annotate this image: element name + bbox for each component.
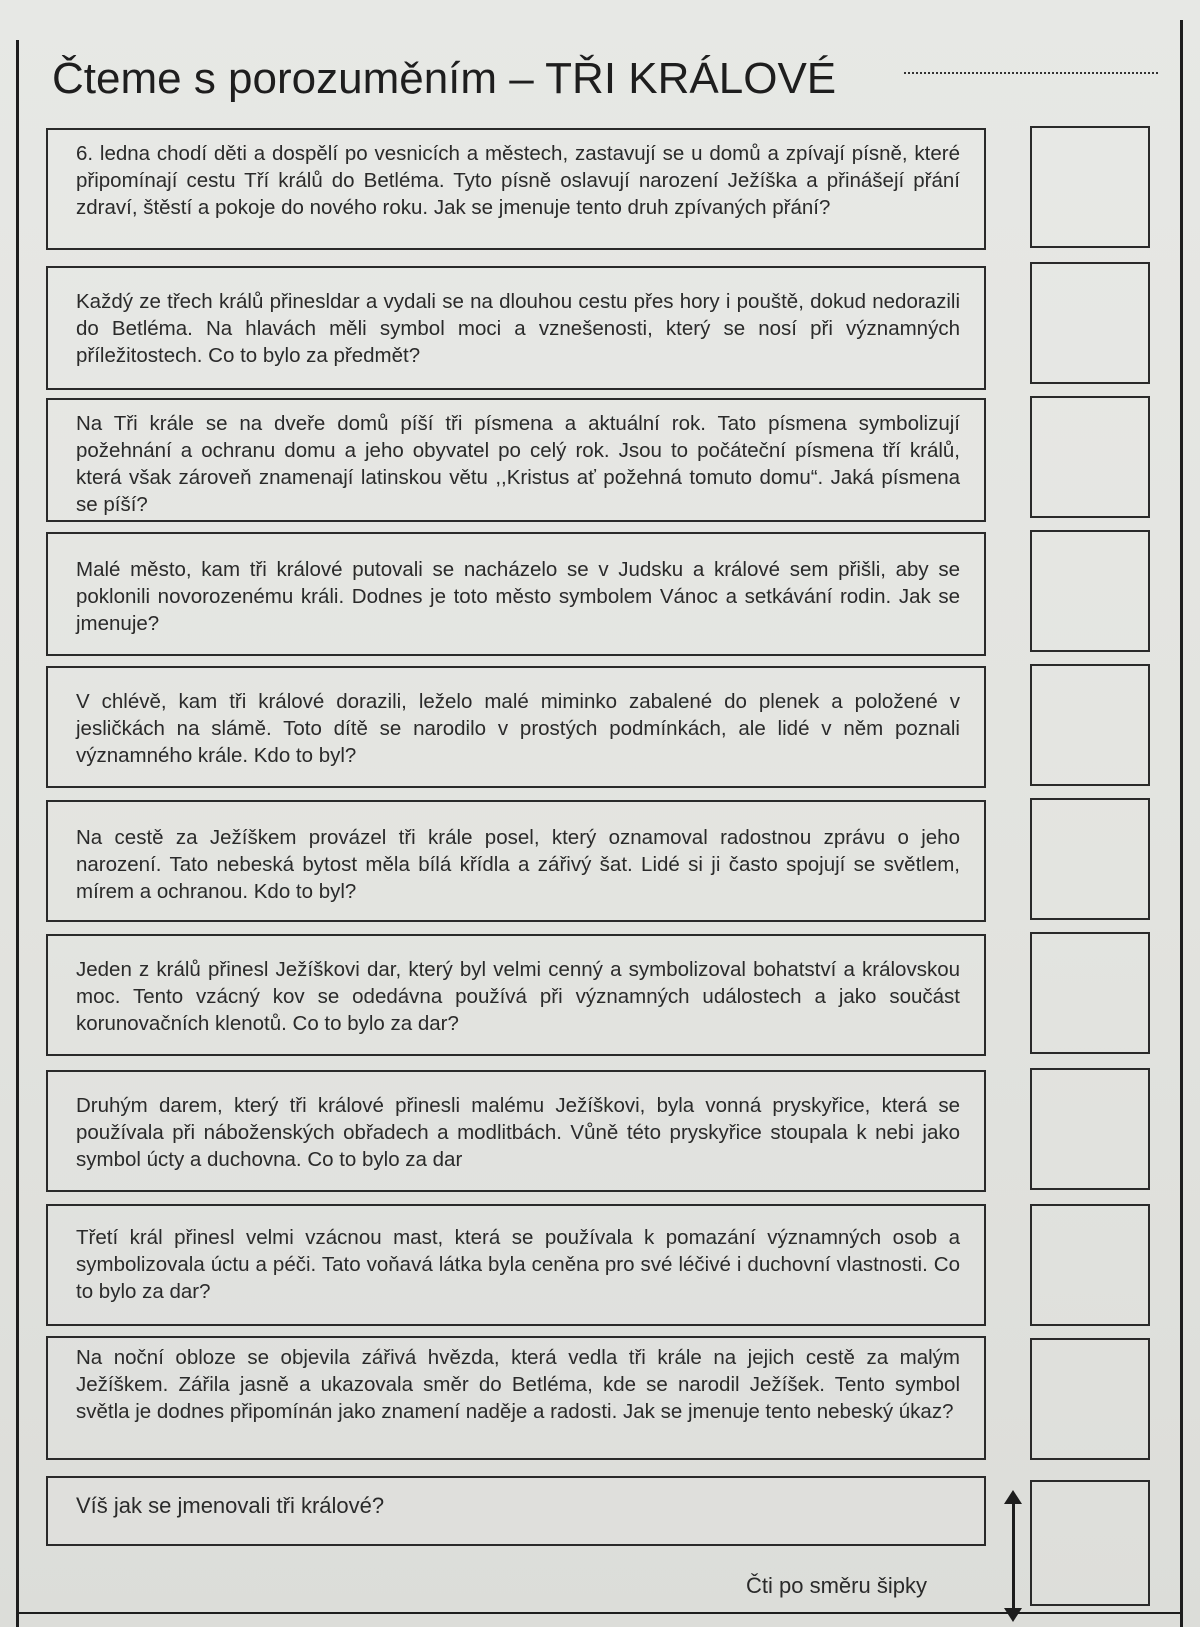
question-box-7: Jeden z králů přinesl Ježíškovi dar, který byl velmi cenný a symbolizoval bohatství a královskou moc. Tento vzácný kov se odedávna používá při významných událostech a jako součást korunovačních klenotů. Co to bylo za dar? [46,934,986,1056]
answer-box-11[interactable] [1030,1480,1150,1606]
question-box-5: V chlévě, kam tři králové dorazili, leželo malé miminko zabalené do plenek a položené v jesličkách na slámě. Toto dítě se narodilo v prostých podmínkách, ale lidé v něm poznali významného krále. Kdo to byl? [46,666,986,788]
page-border-left [16,40,19,1627]
answer-box-2[interactable] [1030,262,1150,384]
answer-box-5[interactable] [1030,664,1150,786]
question-box-1: 6. ledna chodí děti a dospělí po vesnicích a městech, zastavují se u domů a zpívají písně, které připomínají cestu Tří králů do Betléma. Tyto písně oslavují narození Ježíška a přinášejí přání zdraví, štěstí a pokoje do nového roku. Jak se jmenuje tento druh zpívaných přání? [46,128,986,250]
answer-box-9[interactable] [1030,1204,1150,1326]
question-box-8: Druhým darem, který tři králové přinesli malému Ježíškovi, byla vonná pryskyřice, která se používala při náboženských obřadech a modlitbách. Vůně této pryskyřice stoupala k nebi jako symbol úcty a duchovna. Co to bylo za dar [46,1070,986,1192]
reading-direction-hint: Čti po směru šipky [746,1573,927,1598]
question-box-11: Víš jak se jmenovali tři králové? [46,1476,986,1546]
answer-box-7[interactable] [1030,932,1150,1054]
arrow-shaft [1012,1500,1015,1618]
question-box-3: Na Tři krále se na dveře domů píší tři písmena a aktuální rok. Tato písmena symbolizují požehnání a ochranu domu a jeho obyvatel po celý rok. Jsou to počáteční písmena tří králů, která však zároveň znamenají latinskou větu ,,Kristus ať požehná tomuto domu“. Jaká písmena se píší? [46,398,986,522]
page-title: Čteme s porozuměním – TŘI KRÁLOVÉ [52,54,837,103]
question-box-10: Na noční obloze se objevila zářivá hvězda, která vedla tři krále na jejich cestě za malým Ježíškem. Zářila jasně a ukazovala směr do Betléma, kde se narodil Ježíšek. Tento symbol světla je dodnes připomínán jako znamení naděje a radosti. Jak se jmenuje tento nebeský úkaz? [46,1336,986,1460]
question-box-6: Na cestě za Ježíškem provázel tři krále posel, který oznamoval radostnou zprávu o jeho narození. Tato nebeská bytost měla bílá křídla a zářivý šat. Lidé si ji často spojují se světlem, mírem a ochranou. Kdo to byl? [46,800,986,922]
answer-box-3[interactable] [1030,396,1150,518]
name-line [904,72,1158,74]
answer-box-1[interactable] [1030,126,1150,248]
question-box-9: Třetí král přinesl velmi vzácnou mast, která se používala k pomazání významných osob a symbolizovala úctu a péči. Tato voňavá látka byla ceněna pro své léčivé i duchovní vlastnosti. Co to bylo za dar? [46,1204,986,1326]
arrow-down-icon [1004,1608,1022,1622]
question-box-2: Každý ze třech králů přinesldar a vydali se na dlouhou cestu přes hory i pouště, dokud nedorazili do Betléma. Na hlavách měli symbol moci a vznešenosti, který se nosí při významných příležitostech. Co to bylo za předmět? [46,266,986,390]
answer-box-4[interactable] [1030,530,1150,652]
page-border-right [1180,20,1183,1627]
answer-box-8[interactable] [1030,1068,1150,1190]
question-box-4: Malé město, kam tři králové putovali se nacházelo se v Judsku a králové sem přišli, aby se poklonili novorozenému králi. Dodnes je toto město symbolem Vánoc a setkávání rodin. Jak se jmenuje? [46,532,986,656]
answer-box-10[interactable] [1030,1338,1150,1460]
answer-box-6[interactable] [1030,798,1150,920]
